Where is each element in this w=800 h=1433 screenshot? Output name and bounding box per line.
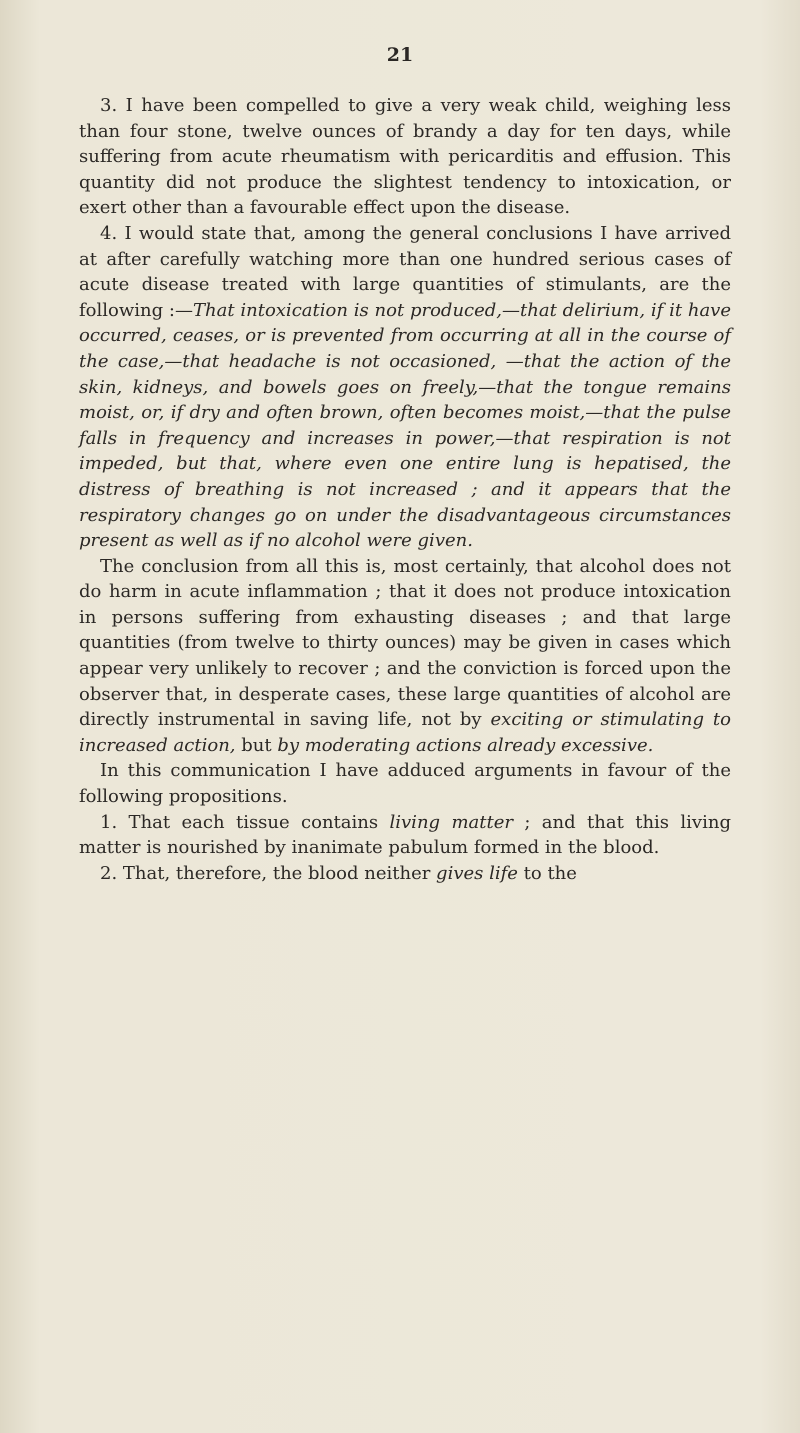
paragraph-run: to the	[517, 862, 577, 884]
paragraph-run: 1. That each tissue contains	[100, 811, 390, 833]
paragraph-run: 4. I would state that, among the general conclusions I have arrived at after carefully watching more than one hundred serious cases of acute disease treated with large quantities of stimulants, are the following :—	[79, 222, 731, 321]
paragraph-run: but	[235, 734, 278, 756]
paragraph-run: The conclusion from all this is, most certainly, that alcohol does not do harm in acute inflammation ; that it does not produce intoxication in persons suffering from exhausting diseases ; and that large quantities (from twelve to thirty ounces) may be given in cases which appear very unlikely to recover ; and the conviction is forced upon the observer that, in desperate cases, these large quantities of alcohol are directly instrumental in saving life, not by	[79, 555, 731, 731]
paragraph-communication	[79, 758, 731, 809]
paragraph-run-italic: gives life	[436, 862, 518, 884]
paragraph-run: ; and that this living matter is nourished by inanimate pabulum formed in the blood.	[79, 811, 731, 859]
paragraph-3	[79, 93, 731, 221]
paragraph-run: In this communication I have adduced arguments in favour of the following propositions.	[79, 760, 731, 808]
page-number: 21	[386, 44, 414, 66]
proposition-2	[79, 861, 731, 887]
paragraph-run-italic: exciting or stimulating to increased action,	[79, 709, 732, 756]
paragraph-run-italic: That intoxication is not produced,—that delirium, if it have occurred, ceases, or is prevented from occurring at all in the course of the case,—that headache is not occasioned, —that the action of the skin, kidneys, and bowels goes on freely,—that the tongue remains moist, or, if dry and often brown, often becomes moist,—that the pulse falls in frequency and increases in power,—that respiration is not impeded, but that, where even one entire lung is hepatised, the distress of breathing is not increased ; and it appears that the respiratory changes go on under the disadvantageous circumstances present as well as if no alcohol were given.	[79, 299, 732, 552]
proposition-1	[79, 810, 731, 861]
paragraph-conclusion	[79, 554, 731, 759]
paragraph-4	[79, 221, 731, 554]
body-text	[79, 93, 731, 886]
paragraph-run: 2. That, therefore, the blood neither	[100, 862, 437, 884]
paragraph-run: 3. I have been compelled to give a very weak child, weighing less than four stone, twelve ounces of brandy a day for ten days, while suffering from acute rheumatism with pericarditis and effusion. This quantity did not produce the slightest tendency to intoxication, or exert other than a favourable effect upon the disease.	[79, 95, 731, 219]
paragraph-run-italic: by moderating actions already excessive.	[277, 734, 654, 756]
paragraph-run-italic: living matter	[389, 811, 513, 833]
